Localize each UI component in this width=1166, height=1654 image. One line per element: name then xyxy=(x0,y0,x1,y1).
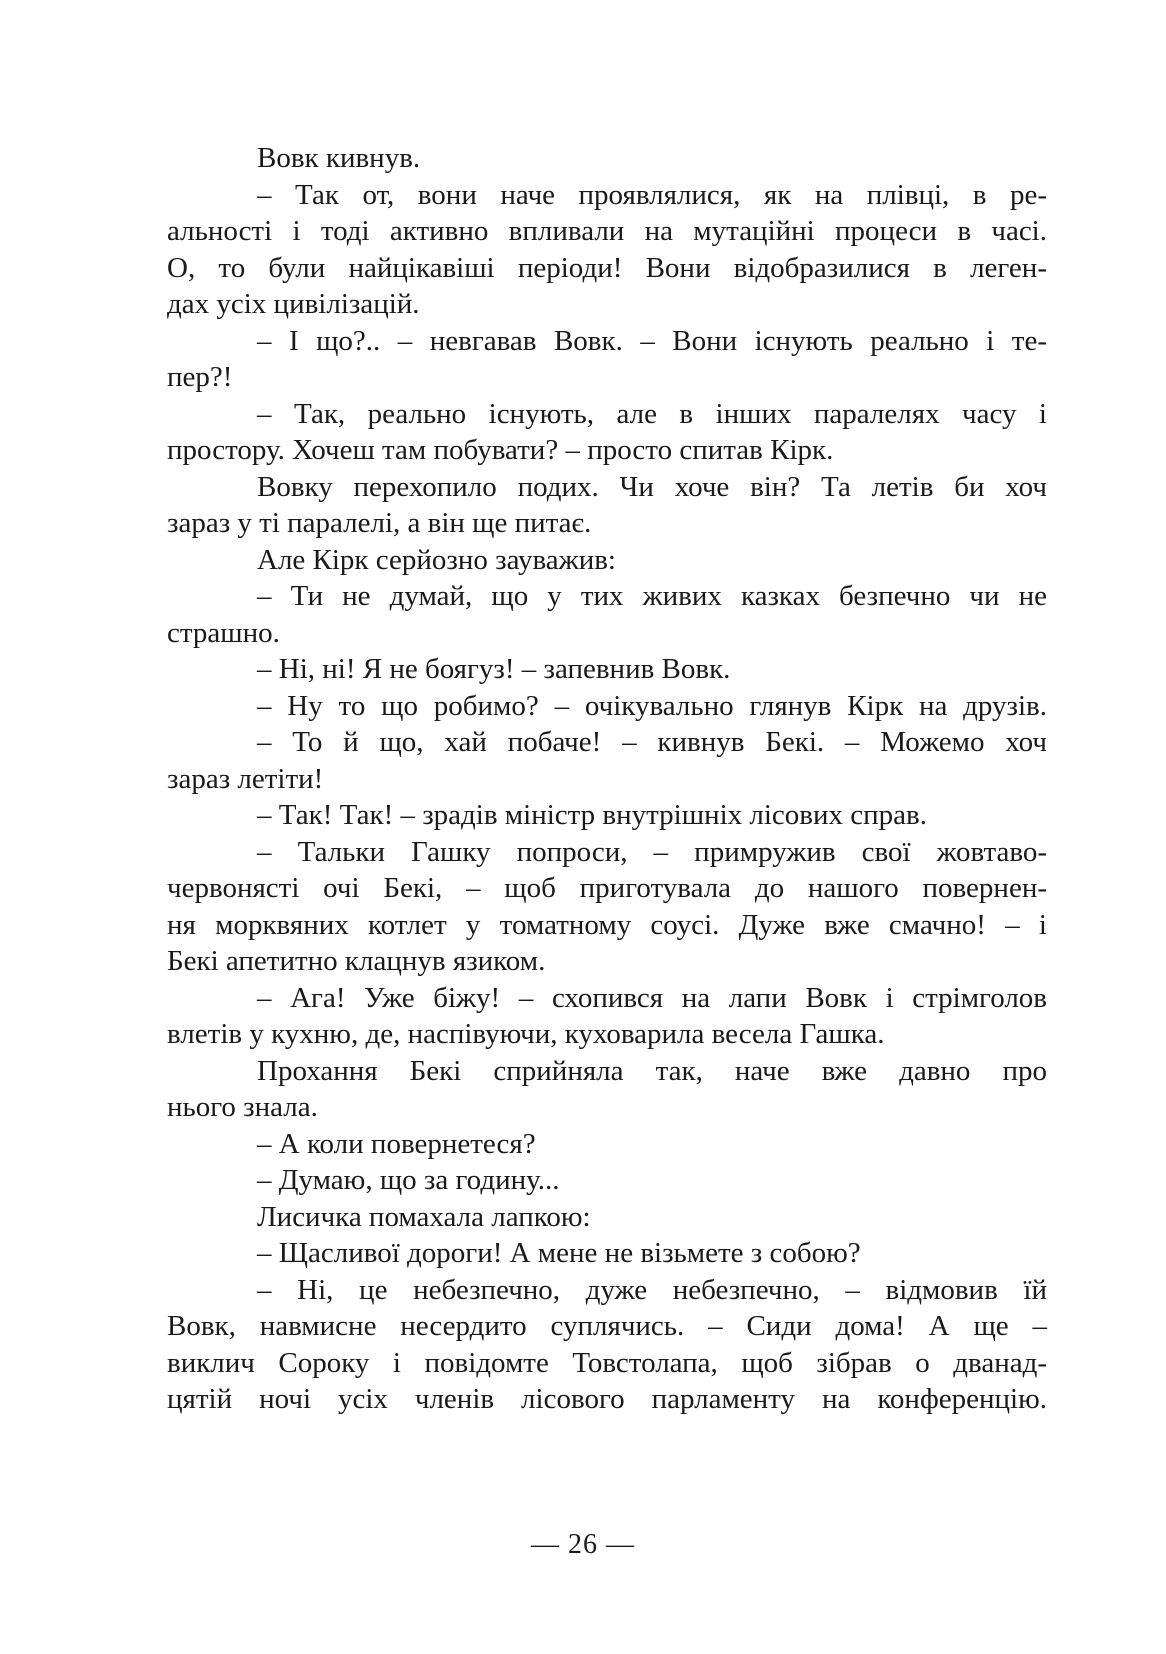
text-line: червонясті очі Бекі, – щоб приготувала до нашого повернен- xyxy=(167,872,1047,904)
text-line: Вовку перехопило подих. Чи хоче він? Та летів би хоч xyxy=(257,470,1047,503)
text-line: – Ні, це небезпечно, дуже небезпечно, – відмовив їй xyxy=(257,1273,1047,1306)
text-line: зараз у ті паралелі, а він ще питає. xyxy=(167,507,592,539)
text-line: – Так, реально існують, але в інших паралелях часу і xyxy=(257,397,1047,430)
text-line: пер?! xyxy=(167,361,233,393)
text-line: Але Кірк серйозно зауважив: xyxy=(257,543,616,576)
text-line: простору. Хочеш там побувати? – просто спитав Кірк. xyxy=(167,434,834,466)
text-line: цятій ночі усіх членів лісового парламенту на конференцію. xyxy=(167,1383,1047,1415)
text-line: Бекі апетитно клацнув язиком. xyxy=(167,945,546,977)
page-number: — 26 — xyxy=(531,1529,635,1560)
text-line: О, то були найцікавіші періоди! Вони відобразилися в леген- xyxy=(167,251,1047,284)
body-text xyxy=(167,140,1047,1418)
text-line: – Ага! Уже біжу! – схопився на лапи Вовк і стрімголов xyxy=(257,981,1047,1014)
text-line: Прохання Бекі сприйняла так, наче вже давно про xyxy=(257,1054,1047,1087)
text-line: – Ти не думай, що у тих живих казках безпечно чи не xyxy=(257,580,1047,612)
text-line: – Ну то що робимо? – очікувально глянув Кірк на друзів. xyxy=(257,689,1047,722)
text-line: – Думаю, що за годину... xyxy=(257,1164,560,1196)
text-line: альності і тоді активно впливали на мутаційні процеси в часі. xyxy=(167,215,1047,247)
text-line: страшно. xyxy=(167,616,280,649)
text-line: – А коли повернетеся? xyxy=(257,1127,536,1160)
text-line: виклич Сороку і повідомте Товстолапа, щоб зібрав о дванад- xyxy=(167,1346,1047,1379)
text-line: влетів у кухню, де, наспівуючи, куховарила весела Гашка. xyxy=(167,1018,885,1050)
text-line: ня морквяних котлет у томатному соусі. Дуже вже смачно! – і xyxy=(167,908,1047,941)
text-line: – Ні, ні! Я не боягуз! – запевнив Вовк. xyxy=(257,653,731,685)
text-line: – І що?.. – невгавав Вовк. – Вони існують реально і те- xyxy=(257,324,1047,357)
text-line: Вовк, навмисне несердито суплячись. – Сиди дома! А ще – xyxy=(167,1310,1047,1342)
text-line: Вовк кивнув. xyxy=(257,142,421,174)
text-line: – Так от, вони наче проявлялися, як на плівці, в ре- xyxy=(257,178,1047,211)
text-line: дах усіх цивілізацій. xyxy=(167,288,420,320)
text-line: – Так! Так! – зрадів міністр внутрішніх лісових справ. xyxy=(257,799,927,831)
text-line: зараз летіти! xyxy=(167,762,324,795)
text-line: нього знала. xyxy=(167,1091,318,1123)
text-line: – Щасливої дороги! А мене не візьмете з собою? xyxy=(257,1237,861,1269)
text-line: – Тальки Гашку попроси, – примружив свої жовтаво- xyxy=(257,835,1047,868)
text-line: Лисичка помахала лапкою: xyxy=(257,1200,591,1233)
text-line: – То й що, хай побаче! – кивнув Бекі. – Можемо хоч xyxy=(257,726,1047,758)
